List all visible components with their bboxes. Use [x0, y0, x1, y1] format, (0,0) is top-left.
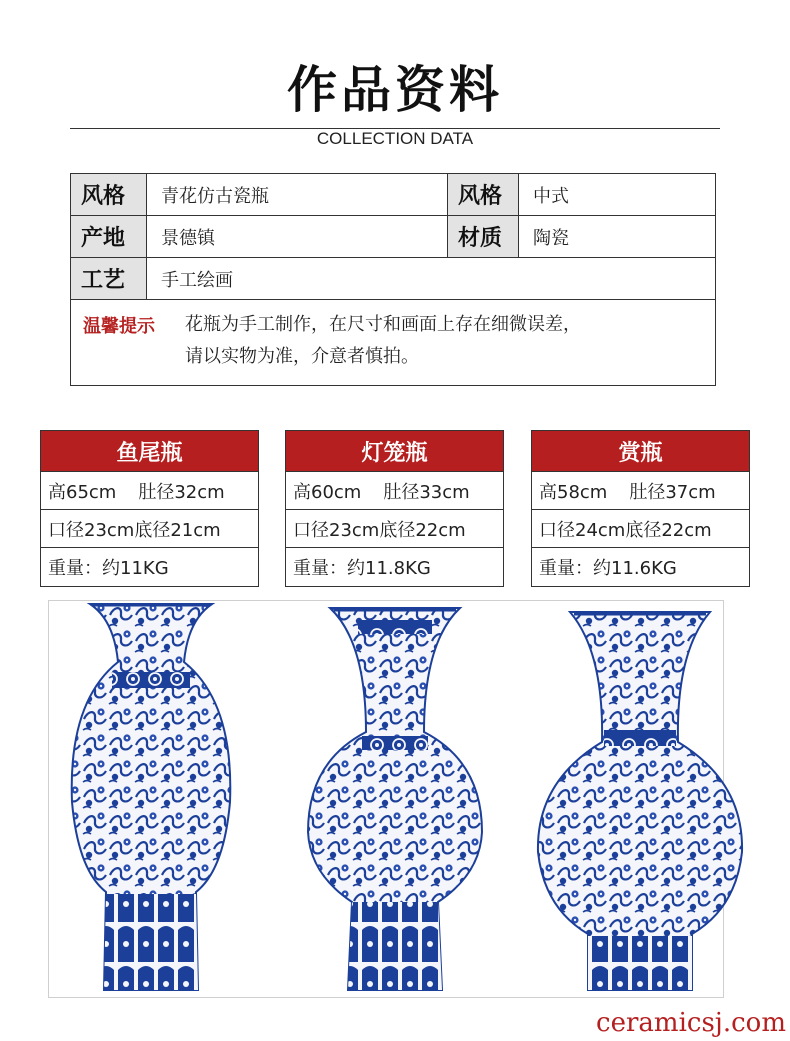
spec-card-title: 鱼尾瓶: [41, 431, 258, 471]
spec-height: 高58cm: [539, 481, 608, 503]
spec-mouth-row: 口径23cm底径22cm: [286, 509, 503, 547]
watermark-text: ceramicsj.com: [596, 1008, 786, 1038]
spec-weight-row: 重量：约11.8KG: [286, 547, 503, 585]
spec-card-title: 赏瓶: [532, 431, 749, 471]
info-table: [70, 173, 716, 386]
notice-line-1: 花瓶为手工制作，在尺寸和画面上存在细微误差，: [185, 314, 581, 335]
spec-mouth-row: 口径24cm底径22cm: [532, 509, 749, 547]
spec-mouth-row: 口径23cm底径21cm: [41, 509, 258, 547]
craft-value: 手工绘画: [161, 269, 233, 291]
material-label: 材质: [447, 216, 519, 257]
origin-value: 景德镇: [161, 227, 215, 249]
lantern-vase-image: [300, 602, 490, 994]
spec-card-fishtail: [40, 430, 259, 587]
notice-label: 温馨提示: [83, 316, 155, 337]
info-row: [71, 258, 715, 300]
spec-card-lantern: [285, 430, 504, 587]
spec-card-appreciation: [531, 430, 750, 587]
info-row: [71, 174, 715, 216]
fishtail-vase-image: [56, 602, 246, 994]
material-value: 陶瓷: [533, 227, 569, 249]
spec-height: 高60cm: [293, 481, 362, 503]
spec-weight-row: 重量：约11KG: [41, 547, 258, 585]
notice-line-2: 请以实物为准，介意者慎拍。: [185, 346, 419, 367]
notice-box: [71, 300, 715, 385]
craft-label: 工艺: [71, 258, 147, 299]
spec-belly: 肚径33cm: [383, 481, 470, 503]
spec-height: 高65cm: [48, 481, 117, 503]
info-row: [71, 216, 715, 258]
style-value-2: 中式: [533, 185, 569, 207]
spec-weight-row: 重量：约11.6KG: [532, 547, 749, 585]
page-title: 作品资料: [287, 60, 503, 119]
appreciation-vase-image: [530, 602, 750, 994]
page-subtitle: COLLECTION DATA: [0, 128, 790, 150]
spec-belly: 肚径32cm: [138, 481, 225, 503]
origin-label: 产地: [71, 216, 147, 257]
spec-size-row: [286, 471, 503, 509]
spec-size-row: [532, 471, 749, 509]
spec-size-row: [41, 471, 258, 509]
style-label: 风格: [71, 174, 147, 215]
spec-belly: 肚径37cm: [629, 481, 716, 503]
style-value: 青花仿古瓷瓶: [161, 185, 269, 207]
spec-card-title: 灯笼瓶: [286, 431, 503, 471]
style-label-2: 风格: [447, 174, 519, 215]
